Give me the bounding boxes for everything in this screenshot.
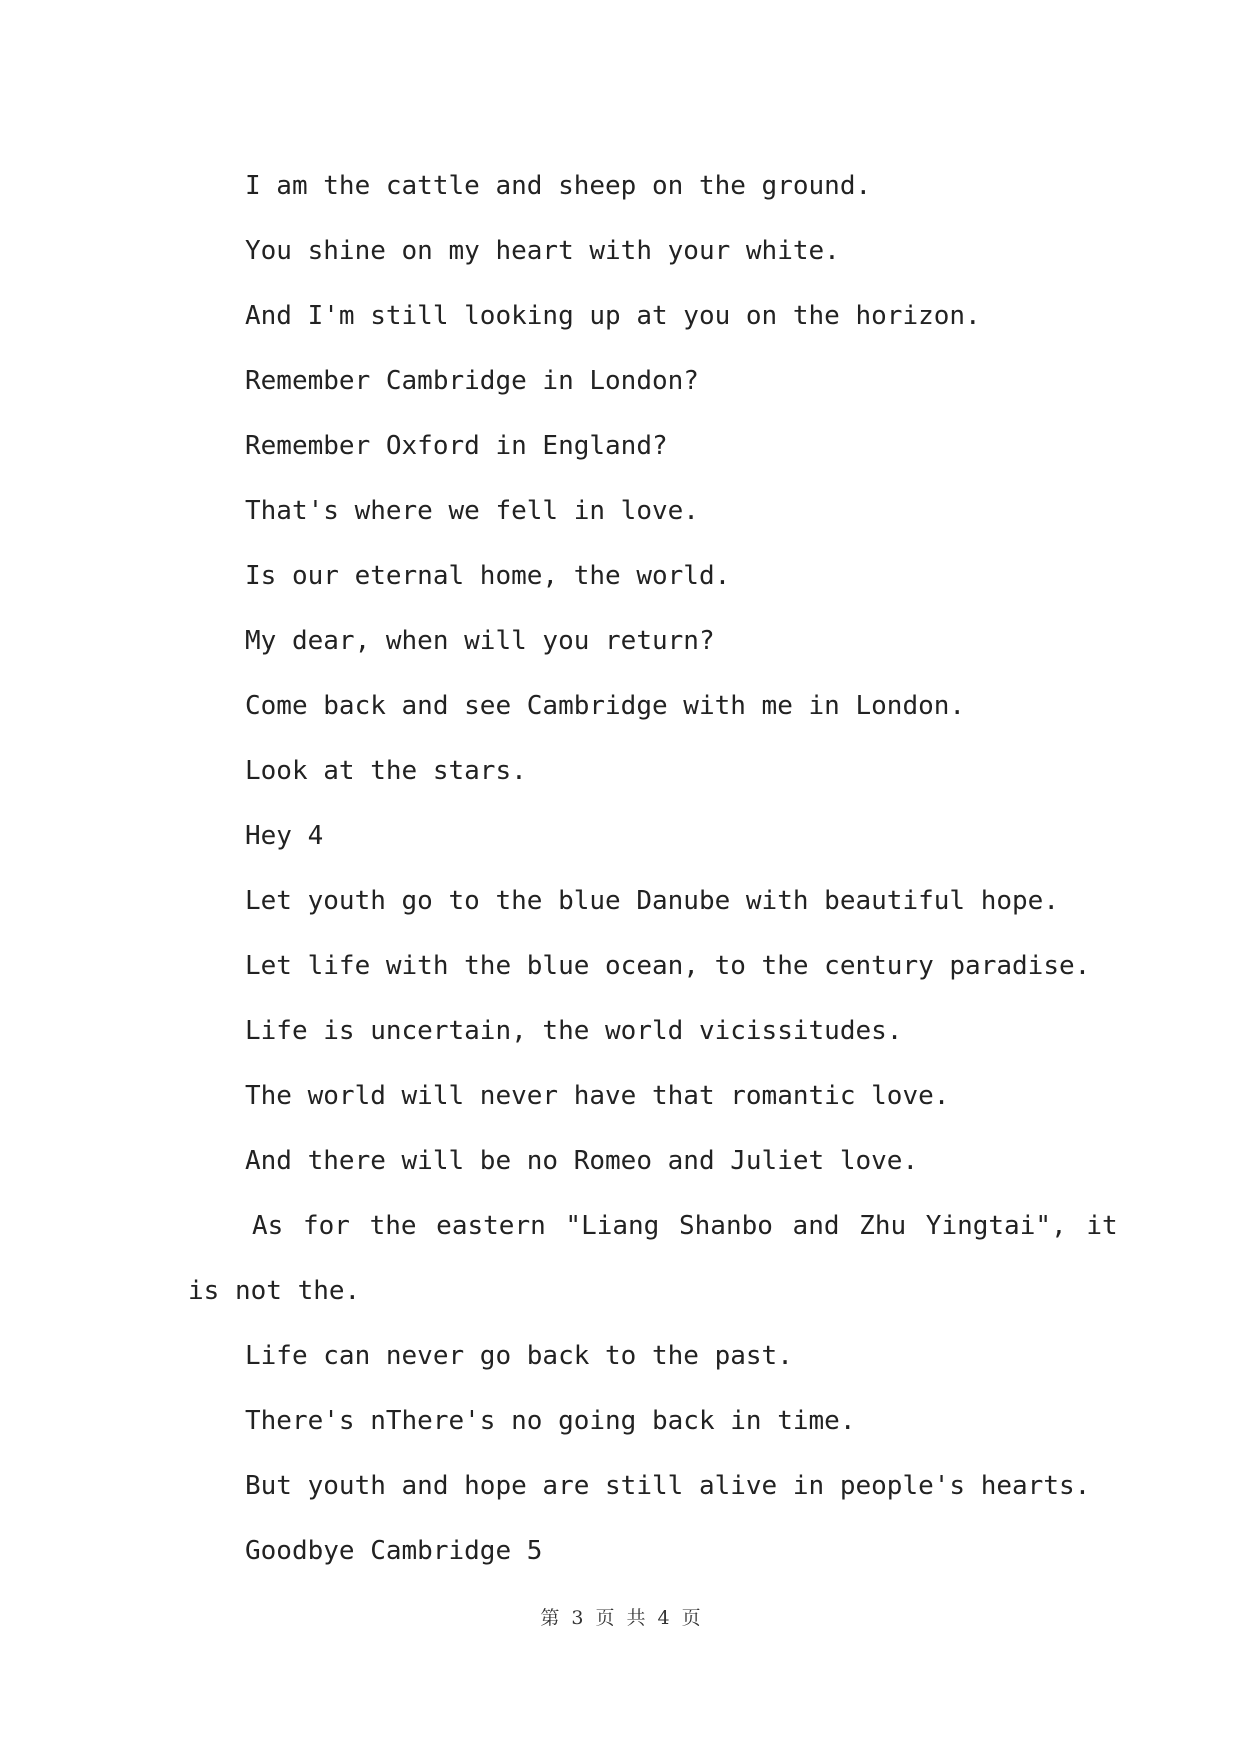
section-heading: Hey 4	[245, 821, 324, 851]
text-line: Remember Oxford in England?	[245, 431, 668, 461]
text-line: As for the eastern "Liang Shanbo and Zhu Yingtai", it	[252, 1211, 1118, 1241]
text-line: Let life with the blue ocean, to the century paradise.	[245, 951, 1091, 981]
text-line: Remember Cambridge in London?	[245, 366, 699, 396]
body-text	[188, 154, 1118, 1584]
text-line: My dear, when will you return?	[245, 626, 715, 656]
text-line: Life can never go back to the past.	[245, 1341, 793, 1371]
text-line: There's nThere's no going back in time.	[245, 1406, 856, 1436]
text-line: Look at the stars.	[245, 756, 527, 786]
text-line: I am the cattle and sheep on the ground.	[245, 171, 872, 201]
section-heading: Goodbye Cambridge 5	[245, 1536, 543, 1566]
text-line: And I'm still looking up at you on the horizon.	[245, 301, 981, 331]
text-line: Let youth go to the blue Danube with beautiful hope.	[245, 886, 1059, 916]
text-line: And there will be no Romeo and Juliet love.	[245, 1146, 919, 1176]
text-line: But youth and hope are still alive in people's hearts.	[245, 1471, 1091, 1501]
text-line: That's where we fell in love.	[245, 496, 699, 526]
text-line: Is our eternal home, the world.	[245, 561, 731, 591]
page-number-footer: 第 3 页 共 4 页	[540, 1607, 701, 1629]
text-line: The world will never have that romantic love.	[245, 1081, 950, 1111]
text-line-continuation: is not the.	[188, 1276, 361, 1306]
text-line: Life is uncertain, the world vicissitudes.	[245, 1016, 903, 1046]
text-line: You shine on my heart with your white.	[245, 236, 840, 266]
text-line: Come back and see Cambridge with me in London.	[245, 691, 966, 721]
